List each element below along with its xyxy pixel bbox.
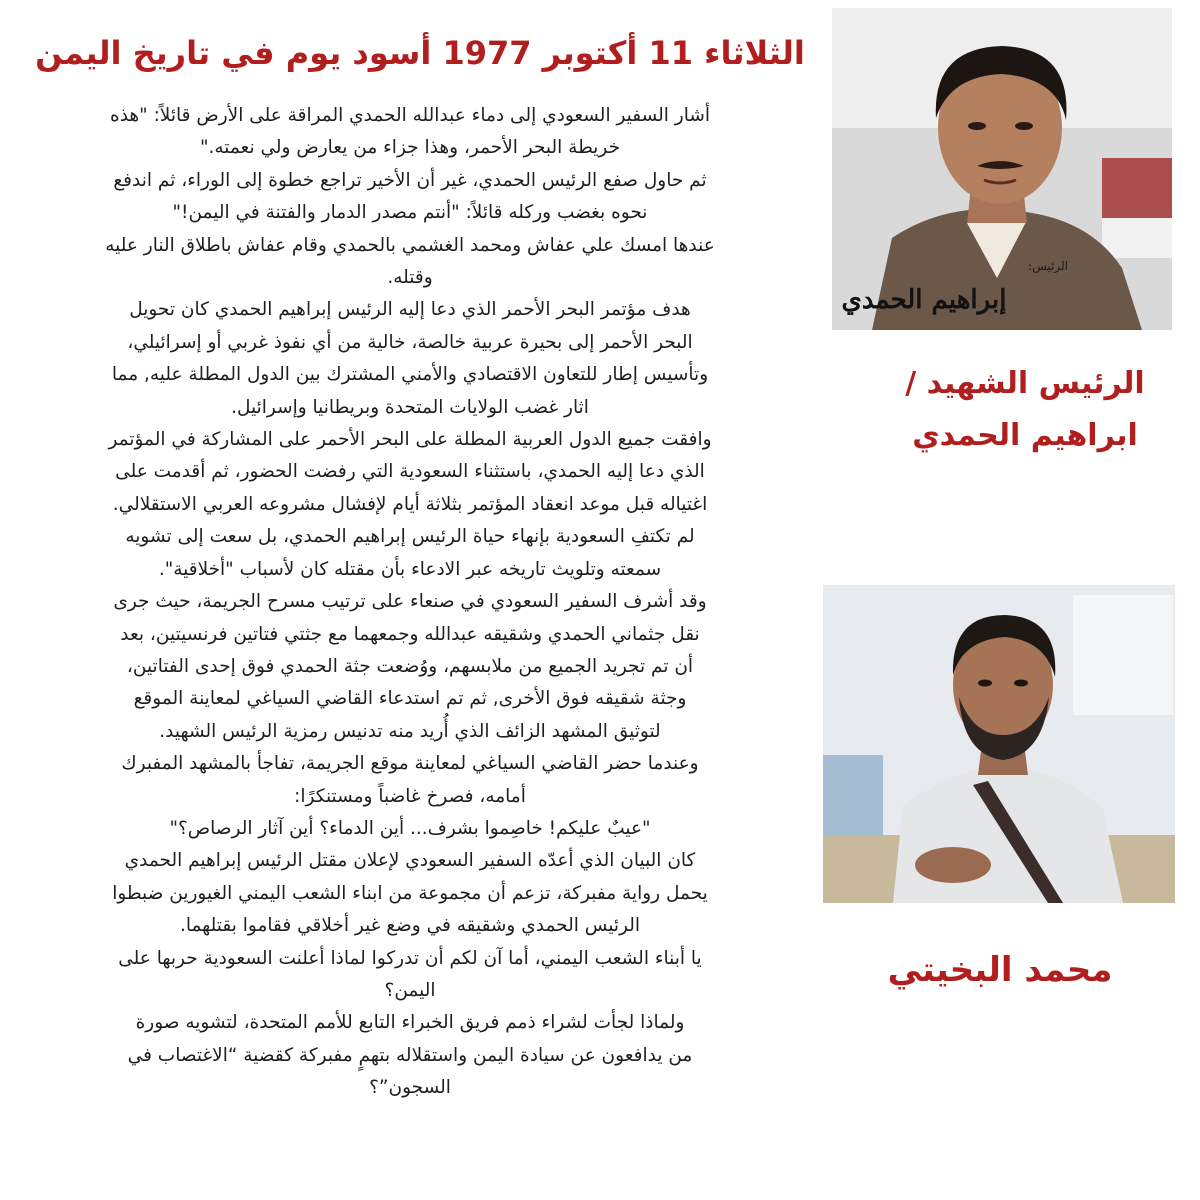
article-line: وعندما حضر القاضي السياغي لمعاينة موقع الجريمة، تفاجأ بالمشهد المفبرك bbox=[121, 753, 699, 775]
portrait-bukhaiti-illustration bbox=[823, 585, 1175, 903]
article-line: وجثة شقيقه فوق الأخرى, ثم تم استدعاء القاضي السياغي لمعاينة الموقع bbox=[133, 688, 687, 710]
article-line: لم تكتفِ السعودية بإنهاء حياة الرئيس إبراهيم الحمدي، بل سعت إلى تشويه bbox=[125, 526, 695, 548]
article-line: أشار السفير السعودي إلى دماء عبدالله الحمدي المراقة على الأرض قائلاً: "هذه bbox=[110, 105, 710, 126]
article-line: وقتله. bbox=[387, 267, 433, 289]
article-line: من يدافعون عن سيادة اليمن واستقلاله بتهمٍ مفبركة كقضية “الاغتصاب في bbox=[127, 1044, 693, 1066]
portrait-hamdi-label-small: الرئيس: bbox=[1028, 259, 1068, 273]
article-line: الرئيس الحمدي وشقيقه في وضع غير أخلاقي فقاموا بقتلهما. bbox=[179, 915, 641, 937]
article-line: سمعته وتلويث تاريخه عبر الادعاء بأن مقتله كان لأسباب "أخلاقية". bbox=[158, 558, 662, 580]
caption-hamdi-line1: الرئيس الشهيد / bbox=[905, 366, 1145, 401]
portrait-hamdi-label-name: إبراهيم الحمدي bbox=[841, 285, 1007, 315]
portrait-hamdi bbox=[832, 8, 1172, 330]
article-line: نحوه بغضب وركله قائلاً: "أنتم مصدر الدمار والفتنة في اليمن!" bbox=[172, 202, 648, 224]
article-line: البحر الأحمر إلى بحيرة عربية خالصة، خالية من أي نفوذ غربي أو إسرائيلي، bbox=[127, 331, 693, 353]
article-line: السجون”؟ bbox=[369, 1077, 451, 1099]
article-line: يحمل رواية مفبركة، تزعم أن مجموعة من ابناء الشعب اليمني الغيورين ضبطوا bbox=[112, 882, 708, 904]
article-line: هدف مؤتمر البحر الأحمر الذي دعا إليه الرئيس إبراهيم الحمدي كان تحويل bbox=[129, 299, 691, 321]
article-line: نقل جثماني الحمدي وشقيقه عبدالله وجمعهما مع جثتي فتاتين فرنسيتين، بعد bbox=[120, 623, 700, 645]
article-line: الذي دعا إليه الحمدي، باستثناء السعودية التي رفضت الحضور، ثم أقدمت على bbox=[115, 461, 705, 483]
caption-hamdi-line2: ابراهيم الحمدي bbox=[912, 418, 1138, 453]
article-line: أن تم تجريد الجميع من ملابسهم، ووُضعت جثة الحمدي فوق إحدى الفتاتين، bbox=[126, 655, 694, 677]
article-line: لتوثيق المشهد الزائف الذي أُريد منه تدنيس رمزية الرئيس الشهيد. bbox=[159, 720, 661, 742]
article-line: "عيبٌ عليكم! خاصِموا بشرف... أين الدماء؟ أين آثار الرصاص؟" bbox=[169, 817, 651, 839]
article-body bbox=[30, 100, 790, 1185]
article-line: ولماذا لجأت لشراء ذمم فريق الخبراء التابع للأمم المتحدة، لتشويه صورة bbox=[135, 1012, 685, 1034]
article-line: اثار غضب الولايات المتحدة وبريطانيا وإسرائيل. bbox=[231, 396, 589, 418]
article-line: خريطة البحر الأحمر، وهذا جزاء من يعارض ولي نعمته." bbox=[199, 137, 621, 159]
article-line: ثم حاول صفع الرئيس الحمدي، غير أن الأخير تراجع خطوة إلى الوراء، ثم اندفع bbox=[113, 169, 707, 191]
caption-hamdi bbox=[880, 358, 1170, 462]
article-line: كان البيان الذي أعدّه السفير السعودي لإعلان مقتل الرئيس إبراهيم الحمدي bbox=[124, 850, 696, 872]
portrait-bukhaiti bbox=[823, 585, 1175, 903]
article-line: اغتياله قبل موعد انعقاد المؤتمر بثلاثة أيام لإفشال مشروعه العربي الاستقلالي. bbox=[112, 493, 708, 515]
portrait-hamdi-illustration bbox=[832, 8, 1172, 330]
headline: الثلاثاء 11 أكتوبر 1977 أسود يوم في تاريخ اليمن bbox=[35, 34, 805, 72]
caption-bukhaiti: محمد البخيتي bbox=[887, 950, 1113, 990]
article-line: اليمن؟ bbox=[384, 979, 436, 1001]
article-line: وتأسيس إطار للتعاون الاقتصادي والأمني المشترك بين الدول المطلة عليه, مما bbox=[111, 364, 709, 386]
article-line: يا أبناء الشعب اليمني، أما آن لكم أن تدركوا لماذا أعلنت السعودية حربها على bbox=[118, 947, 702, 969]
article-line: وافقت جميع الدول العربية المطلة على البحر الأحمر على المشاركة في المؤتمر bbox=[108, 429, 712, 451]
article-line: عندها امسك علي عفاش ومحمد الغشمي بالحمدي وقام عفاش باطلاق النار عليه bbox=[105, 234, 715, 256]
article-line: أمامه، فصرخ غاضباً ومستنكرًا: bbox=[294, 785, 526, 807]
article-line: وقد أشرف السفير السعودي في صنعاء على ترتيب مسرح الجريمة، حيث جرى bbox=[113, 591, 707, 613]
